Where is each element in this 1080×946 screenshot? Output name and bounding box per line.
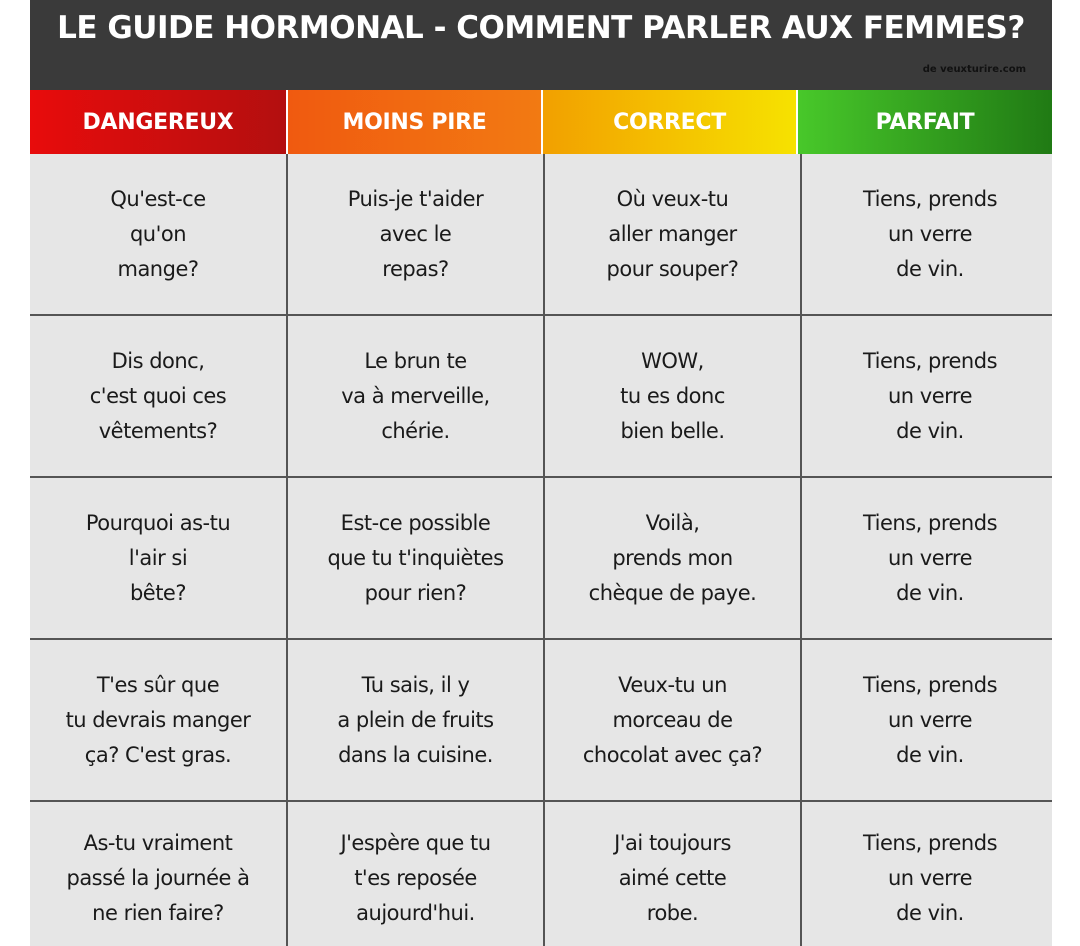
phrase-text	[607, 182, 739, 287]
grid-cell-parfait	[802, 154, 1052, 314]
phrase-line: ne rien faire?	[92, 900, 224, 925]
phrase-line: Voilà,	[645, 510, 700, 535]
phrase-line: morceau de	[612, 707, 733, 732]
source-credit: de veuxturire.com	[922, 64, 1026, 75]
phrase-text	[340, 826, 490, 931]
phrase-text	[863, 506, 997, 611]
phrase-line: bien belle.	[620, 418, 725, 443]
column-header-parfait: PARFAIT	[796, 90, 1052, 154]
phrase-line: As-tu vraiment	[83, 830, 233, 855]
phrase-line: passé la journée à	[66, 865, 250, 890]
phrase-text	[589, 506, 757, 611]
grid-cell-parfait	[802, 316, 1052, 476]
phrase-text	[66, 668, 251, 773]
phrase-line: pour souper?	[606, 256, 739, 281]
phrase-line: aller manger	[608, 221, 737, 246]
phrase-line: chérie.	[381, 418, 450, 443]
phrase-text	[86, 506, 230, 611]
phrase-line: J'espère que tu	[340, 830, 491, 855]
grid-cell-correct	[545, 154, 800, 314]
phrase-line: de vin.	[896, 256, 964, 281]
grid-cell-dangereux	[30, 154, 286, 314]
column-header-row	[30, 90, 1052, 154]
phrase-line: prends mon	[612, 545, 733, 570]
phrase-text	[583, 668, 762, 773]
poster-title: LE GUIDE HORMONAL - COMMENT PARLER AUX FEMMES?	[57, 10, 1025, 46]
phrase-line: Pourquoi as-tu	[85, 510, 231, 535]
grid-cell-dangereux	[30, 316, 286, 476]
phrase-text	[337, 668, 493, 773]
phrase-line: que tu t'inquiètes	[327, 545, 504, 570]
grid-cell-moins-pire	[288, 316, 543, 476]
phrase-line: Tiens, prends	[862, 186, 998, 211]
phrase-line: un verre	[887, 383, 972, 408]
phrase-text	[110, 182, 205, 287]
phrase-line: aujourd'hui.	[356, 900, 475, 925]
grid-cell-moins-pire	[288, 802, 543, 946]
phrase-line: J'ai toujours	[614, 830, 731, 855]
phrase-line: l'air si	[128, 545, 188, 570]
column-header-moins-pire: MOINS PIRE	[286, 90, 541, 154]
column-header-dangereux: DANGEREUX	[30, 90, 286, 154]
phrase-line: t'es reposée	[354, 865, 477, 890]
phrase-text	[90, 344, 227, 449]
grid-cell-correct	[545, 316, 800, 476]
phrase-line: Le brun te	[364, 348, 467, 373]
phrase-line: un verre	[887, 545, 972, 570]
phrase-line: dans la cuisine.	[338, 742, 493, 767]
phrase-line: pour rien?	[364, 580, 467, 605]
phrase-text	[341, 344, 489, 449]
phrase-line: Puis-je t'aider	[347, 186, 484, 211]
phrase-text	[863, 826, 997, 931]
grid-cell-moins-pire	[288, 640, 543, 800]
phrase-line: Est-ce possible	[340, 510, 491, 535]
grid-cell-parfait	[802, 478, 1052, 638]
grid-cell-dangereux	[30, 640, 286, 800]
phrase-line: T'es sûr que	[96, 672, 220, 697]
phrase-text	[66, 826, 249, 931]
phrase-line: un verre	[887, 865, 972, 890]
phrase-line: Où veux-tu	[616, 186, 729, 211]
phrase-line: robe.	[646, 900, 699, 925]
grid-cell-dangereux	[30, 478, 286, 638]
phrase-line: Qu'est-ce	[110, 186, 206, 211]
phrase-line: tu es donc	[620, 383, 725, 408]
phrase-text	[348, 182, 483, 287]
phrase-line: Tiens, prends	[862, 510, 998, 535]
phrase-line: WOW,	[641, 348, 704, 373]
phrase-line: c'est quoi ces	[89, 383, 227, 408]
phrase-line: Tiens, prends	[862, 348, 998, 373]
grid-cell-moins-pire	[288, 154, 543, 314]
grid-cell-moins-pire	[288, 478, 543, 638]
column-header-correct: CORRECT	[541, 90, 796, 154]
phrase-line: chèque de paye.	[588, 580, 757, 605]
grid-cell-correct	[545, 802, 800, 946]
phrase-line: bête?	[129, 580, 187, 605]
phrase-line: de vin.	[896, 900, 964, 925]
phrase-line: repas?	[382, 256, 449, 281]
grid-cell-dangereux	[30, 802, 286, 946]
phrase-text	[614, 826, 731, 931]
phrase-text	[863, 182, 997, 287]
phrase-line: un verre	[887, 221, 972, 246]
phrase-text	[863, 668, 997, 773]
grid-cell-parfait	[802, 640, 1052, 800]
phrase-line: chocolat avec ça?	[582, 742, 763, 767]
grid-cell-parfait	[802, 802, 1052, 946]
phrase-text	[863, 344, 997, 449]
phrase-line: aimé cette	[618, 865, 727, 890]
hormonal-guide-poster	[30, 0, 1052, 946]
phrase-line: Tiens, prends	[862, 672, 998, 697]
phrase-grid	[30, 154, 1052, 946]
phrase-line: un verre	[887, 707, 972, 732]
phrase-line: de vin.	[896, 742, 964, 767]
phrase-line: avec le	[379, 221, 452, 246]
phrase-line: Tu sais, il y	[361, 672, 470, 697]
phrase-line: a plein de fruits	[337, 707, 494, 732]
phrase-line: de vin.	[896, 418, 964, 443]
phrase-line: mange?	[117, 256, 199, 281]
phrase-line: Tiens, prends	[862, 830, 998, 855]
phrase-line: qu'on	[129, 221, 187, 246]
grid-cell-correct	[545, 640, 800, 800]
phrase-line: Dis donc,	[111, 348, 205, 373]
phrase-text	[620, 344, 725, 449]
grid-cell-correct	[545, 478, 800, 638]
phrase-line: Veux-tu un	[618, 672, 727, 697]
phrase-line: ça? C'est gras.	[84, 742, 232, 767]
phrase-line: de vin.	[896, 580, 964, 605]
phrase-line: tu devrais manger	[65, 707, 251, 732]
title-bar	[30, 0, 1052, 90]
phrase-text	[327, 506, 503, 611]
phrase-line: vêtements?	[98, 418, 218, 443]
phrase-line: va à merveille,	[341, 383, 490, 408]
